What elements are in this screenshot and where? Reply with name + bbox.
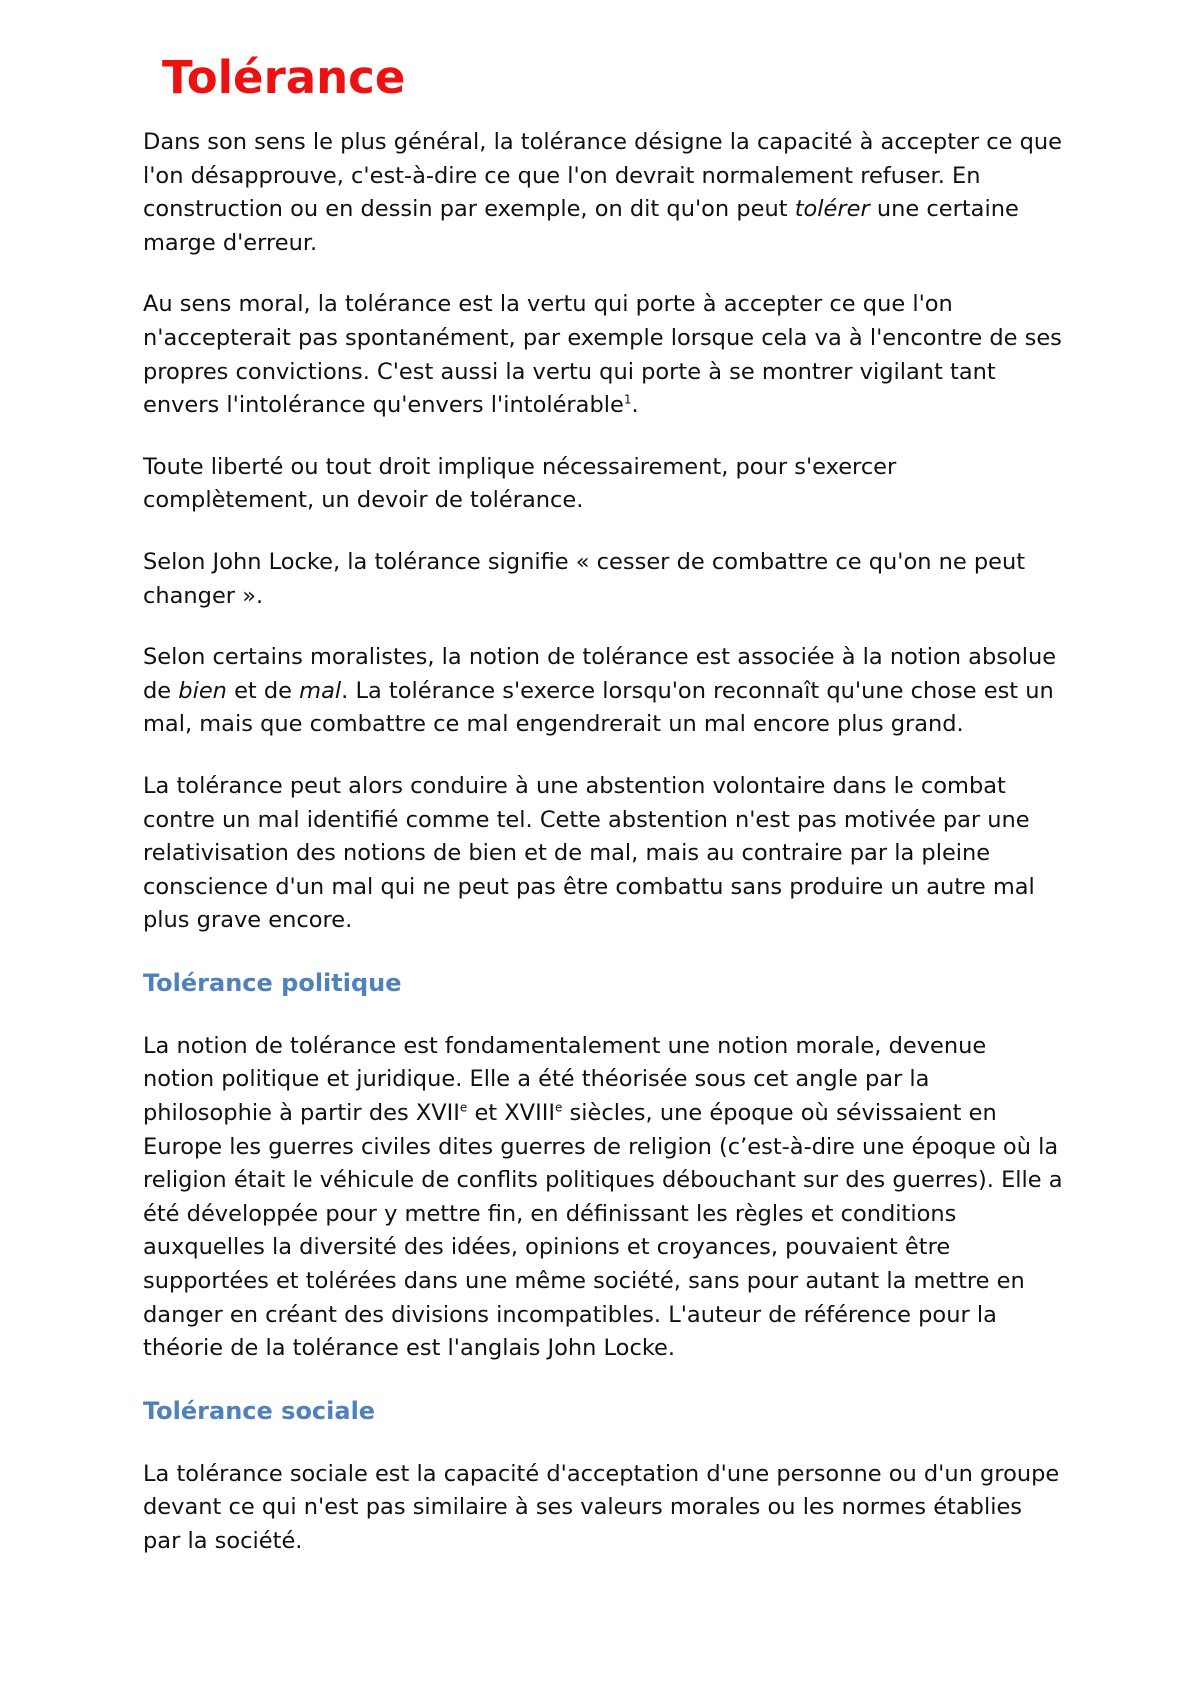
p1-text-b: une certaine marge d'erreur. <box>143 196 1019 256</box>
p5-text-a: Selon certains moralistes, la notion de tolérance est associée à la notion absolue de <box>143 644 1057 704</box>
section-heading-political: Tolérance politique <box>143 968 402 997</box>
paragraph-general-definition <box>143 126 1063 260</box>
paragraph-moralists <box>143 641 1063 742</box>
p5-emphasis-bien: bien <box>178 677 227 704</box>
document-page <box>143 48 1063 1587</box>
p5-text-c: . La tolérance s'exerce lorsqu'on reconnaît qu'une chose est un mal, mais que combattre ce mal engendrerait un mal encore plus grand. <box>143 677 1054 738</box>
p1-text-a: Dans son sens le plus général, la tolérance désigne la capacité à accepter ce que l'on désapprouve, c'est-à-dire ce que l'on devrait normalement refuser. En construction ou en dessin par exemple, on dit qu'on peut <box>143 129 1063 223</box>
footnote-marker: 1 <box>623 392 632 407</box>
century-superscript-18: e <box>554 1100 563 1115</box>
p2-text-b: . <box>631 392 639 419</box>
p7-text-b: et XVIII <box>467 1100 555 1127</box>
paragraph-moral-sense <box>143 288 1063 422</box>
p7-text-a: La notion de tolérance est fondamentalement une notion morale, devenue notion politique et juridique. Elle a été théorisée sous cet angle par la philosophie à partir des XVII <box>143 1032 987 1127</box>
paragraph-john-locke-quote: Selon John Locke, la tolérance signifie « cesser de combattre ce qu'on ne peut changer ». <box>143 548 1026 609</box>
section-heading-social: Tolérance sociale <box>143 1396 376 1425</box>
paragraph-social-tolerance: La tolérance sociale est la capacité d'acceptation d'une personne ou d'un groupe devant ce qui n'est pas similaire à ses valeurs morales ou les normes établies par la société. <box>143 1460 1060 1554</box>
paragraph-political-tolerance <box>143 1030 1063 1366</box>
p1-emphasis-tolerer: tolérer <box>794 196 870 223</box>
century-superscript-17: e <box>459 1100 468 1115</box>
p2-text-a: Au sens moral, la tolérance est la vertu qui porte à accepter ce que l'on n'accepterait pas spontanément, par exemple lorsque cela va à l'encontre de ses propres convictions. C'est aussi la vertu qui porte à se montrer vigilant tant envers l'intolérance qu'envers l'intolérable <box>143 291 1062 419</box>
p5-emphasis-mal: mal <box>299 677 342 704</box>
p7-text-c: siècles, une époque où sévissaient en Europe les guerres civiles dites guerres de religion (c’est-à-dire une époque où la religion était le véhicule de conflits politiques débouchant sur des guerres). Elle a été développée pour y mettre fin, en définissant les règles et conditions auxquelles la diversité des idées, opinions et croyances, pouvaient être supportées et tolérées dans une même société, sans pour autant la mettre en danger en créant des divisions incompatibles. L'auteur de référence pour la théorie de la tolérance est l'anglais John Locke. <box>143 1100 1063 1362</box>
p5-text-b: et de <box>226 677 300 704</box>
paragraph-liberty: Toute liberté ou tout droit implique nécessairement, pour s'exercer complètement, un devoir de tolérance. <box>143 453 897 514</box>
document-title: Tolérance <box>162 51 406 104</box>
paragraph-abstention: La tolérance peut alors conduire à une abstention volontaire dans le combat contre un mal identifié comme tel. Cette abstention n'est pas motivée par une relativisation des notions de bien et de mal, mais au contraire par la pleine conscience d'un mal qui ne peut pas être combattu sans produire un autre mal plus grave encore. <box>143 772 1035 934</box>
